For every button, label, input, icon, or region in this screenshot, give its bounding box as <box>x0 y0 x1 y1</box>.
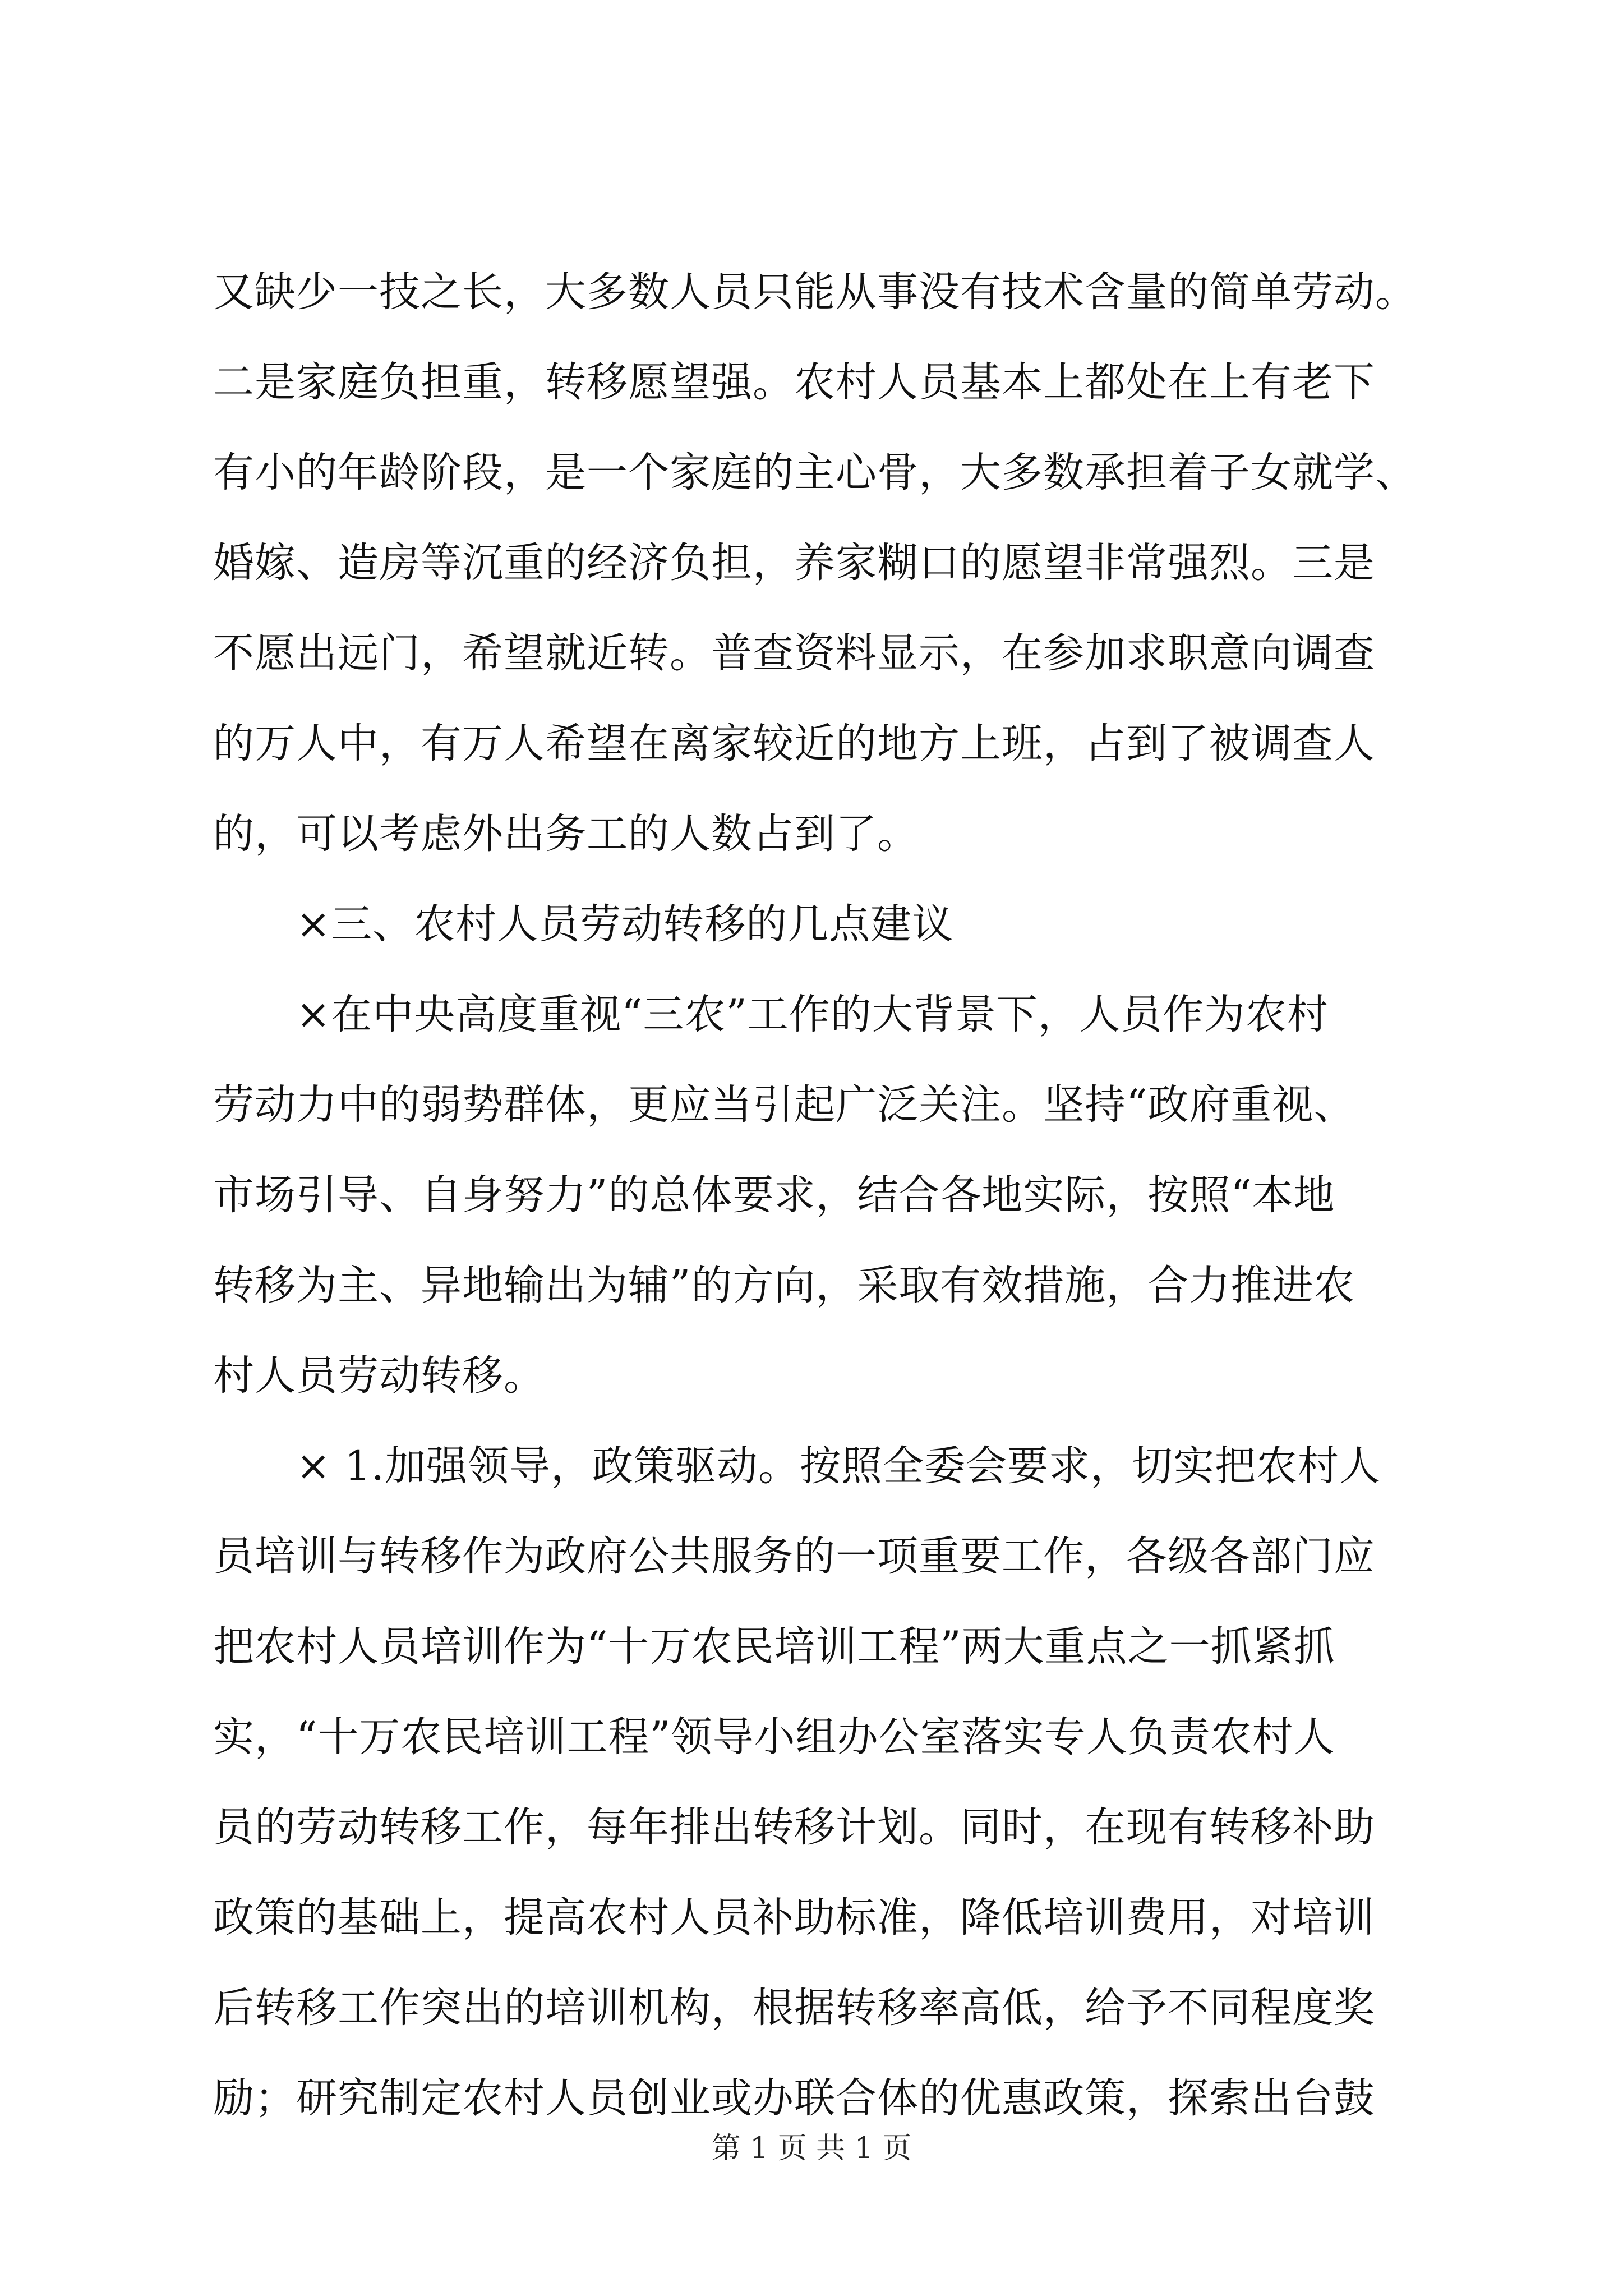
text-line: 二是家庭负担重，转移愿望强。农村人员基本上都处在上有老下 <box>213 358 1375 406</box>
text-line: 村人员劳动转移。 <box>213 1352 545 1400</box>
text-line: 不愿出远门，希望就近转。普查资料显示，在参加求职意向调查 <box>213 629 1375 677</box>
text-line: 员培训与转移作为政府公共服务的一项重要工作，各级各部门应 <box>213 1533 1375 1580</box>
text-line: 把农村人员培训作为“十万农民培训工程”两大重点之一抓紧抓 <box>213 1623 1335 1671</box>
text-line: 员的劳动转移工作，每年排出转移计划。同时，在现有转移补助 <box>213 1803 1375 1851</box>
text-line: 劳动力中的弱势群体，更应当引起广泛关注。坚持“政府重视、 <box>213 1081 1355 1129</box>
text-line: 实，“十万农民培训工程”领导小组办公室落实专人负责农村人 <box>213 1713 1335 1761</box>
text-line: 的万人中，有万人希望在离家较近的地方上班，占到了被调查人 <box>213 720 1375 767</box>
body-text <box>213 247 1430 2143</box>
page-footer <box>0 2126 1623 2171</box>
text-line: 又缺少一技之长，大多数人员只能从事没有技术含量的简单劳动。 <box>213 268 1417 316</box>
text-line: 政策的基础上，提高农村人员补助标准，降低培训费用，对培训 <box>213 1894 1375 1941</box>
text-line: 后转移工作突出的培训机构，根据转移率高低，给予不同程度奖 <box>213 1984 1375 2032</box>
text-line: 市场引导、自身努力”的总体要求，结合各地实际，按照“本地 <box>213 1171 1335 1219</box>
page-number: 第 1 页 共 1 页 <box>711 2132 912 2165</box>
text-line: × 1.加强领导，政策驱动。按照全委会要求，切实把农村人 <box>213 1442 1381 1490</box>
text-line: 婚嫁、造房等沉重的经济负担，养家糊口的愿望非常强烈。三是 <box>213 539 1375 587</box>
text-line: 有小的年龄阶段，是一个家庭的主心骨，大多数承担着子女就学、 <box>213 449 1417 496</box>
text-line: ×在中央高度重视“三农”工作的大背景下，人员作为农村 <box>213 991 1329 1038</box>
section-heading: ×三、农村人员劳动转移的几点建议 <box>213 900 954 948</box>
text-line: 的，可以考虑外出务工的人数占到了。 <box>213 810 919 858</box>
text-line: 转移为主、异地输出为辅”的方向，采取有效措施，合力推进农 <box>213 1262 1355 1309</box>
text-line: 励；研究制定农村人员创业或办联合体的优惠政策，探索出台鼓 <box>213 2074 1375 2122</box>
